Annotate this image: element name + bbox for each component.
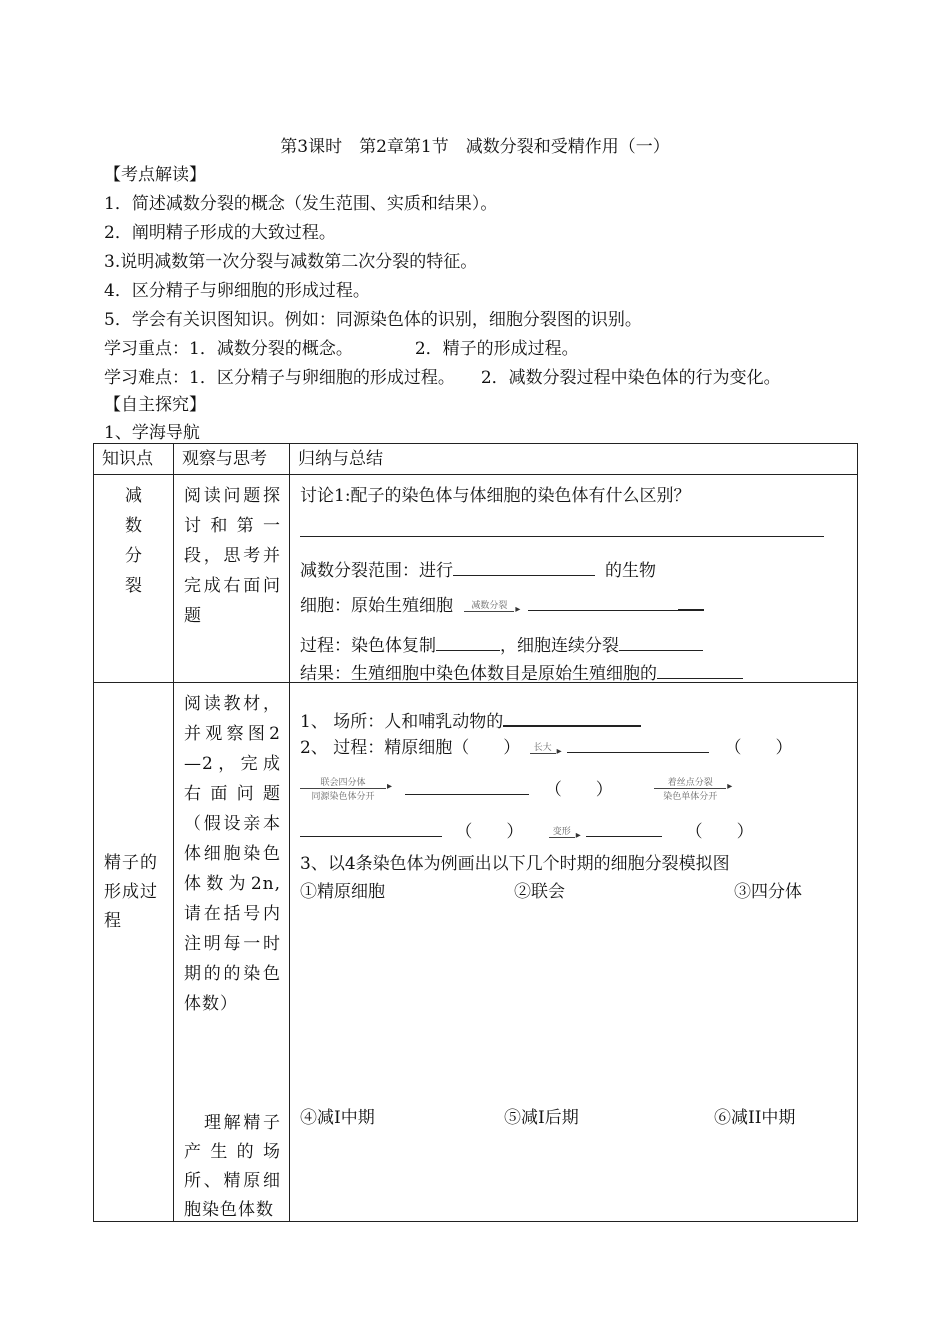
- cell-line: [300, 591, 704, 616]
- key-points-label: 学习重点：: [104, 339, 189, 359]
- cell-blank[interactable]: [528, 594, 678, 611]
- paren-3: （ ）: [455, 822, 524, 842]
- observe-sperm: [174, 683, 290, 1222]
- topic-sperm-formation: [94, 683, 174, 1222]
- stage-synapsis: ②联会: [514, 882, 565, 902]
- page-title: 第3课时 第2章第1节 减数分裂和受精作用（一）: [280, 137, 670, 157]
- key-point-1: 1．减数分裂的概念。: [189, 339, 353, 359]
- draw-instruction: 3、以4条染色体为例画出以下几个时期的细胞分裂模拟图: [300, 854, 730, 874]
- summary-meiosis: [290, 475, 858, 683]
- answer-line[interactable]: [300, 518, 824, 537]
- table-row-meiosis: [94, 475, 858, 683]
- change-arrow-icon: [549, 827, 575, 838]
- objective-2: 2．阐明精子形成的大致过程。: [104, 223, 336, 243]
- grow-arrow-icon: [530, 743, 556, 754]
- secondary-spermatocyte-blank[interactable]: [405, 778, 529, 795]
- objective-4: 4．区分精子与卵细胞的形成过程。: [104, 281, 370, 301]
- range-prefix: 减数分裂范围：进行: [300, 561, 453, 581]
- section-heading-self-study: 【自主探究】: [104, 395, 206, 415]
- key-point-2: 2．精子的形成过程。: [414, 339, 579, 359]
- objective-1: 1．简述减数分裂的概念（发生范围、实质和结果）。: [104, 194, 498, 214]
- study-guide-table: [93, 443, 858, 1222]
- range-suffix: 的生物: [605, 561, 656, 581]
- process-prefix: 过程：染色体复制: [300, 636, 436, 656]
- difficult-point-1: 1．区分精子与卵细胞的形成过程。: [189, 368, 455, 388]
- result-line: [300, 659, 743, 684]
- stage-meiosis2-metaphase: ⑥减II中期: [714, 1108, 796, 1128]
- primary-spermatocyte-blank[interactable]: [567, 736, 709, 753]
- arrow-centromere-label: 着丝点分裂: [667, 778, 713, 788]
- topic-char: 减: [125, 486, 142, 506]
- arrow-grow-label: 长大: [533, 743, 552, 753]
- replication-blank[interactable]: [436, 634, 500, 651]
- key-points: [104, 334, 579, 359]
- cell-prefix: 细胞：原始生殖细胞: [300, 596, 453, 616]
- result-blank[interactable]: [657, 662, 743, 679]
- paren-1: （ ）: [724, 738, 793, 758]
- header-knowledge: 知识点: [94, 444, 174, 475]
- paren-2: （ ）: [544, 780, 613, 800]
- place-prefix: 1、 场所：人和哺乳动物的: [300, 712, 504, 732]
- range-blank[interactable]: [453, 559, 595, 576]
- process-line-1: [300, 733, 792, 758]
- stage-meiosis1-metaphase: ④减Ⅰ中期: [300, 1108, 375, 1128]
- spermatid-blank[interactable]: [300, 820, 442, 837]
- difficult-point-2: 2．减数分裂过程中染色体的行为变化。: [480, 368, 781, 388]
- process-line: [300, 631, 703, 656]
- section-heading-exam-points: 【考点解读】: [104, 165, 206, 185]
- observe-sperm-text-2: 理解精子产生的场所、精原细胞染色体数: [184, 1113, 281, 1220]
- difficult-points: [104, 363, 781, 388]
- cell-blank-end: [678, 593, 704, 611]
- header-observe: 观察与思考: [174, 444, 290, 475]
- topic-char: 数: [125, 516, 142, 536]
- paren-4: （ ）: [685, 822, 754, 842]
- sperm-blank[interactable]: [586, 820, 662, 837]
- place-blank[interactable]: [503, 709, 641, 727]
- result-prefix: 结果：生殖细胞中染色体数目是原始生殖细胞的: [300, 664, 657, 684]
- place-line: [300, 707, 641, 732]
- stage-tetrad: ③四分体: [734, 882, 802, 902]
- summary-sperm: [290, 683, 858, 1222]
- table-row-sperm-formation: [94, 683, 858, 1222]
- arrow-synapsis-label: 联会四分体: [320, 778, 366, 788]
- stage-spermatogonium: ①精原细胞: [300, 882, 385, 902]
- subsection-title: 1、学海导航: [104, 423, 200, 443]
- objective-5: 5．学会有关识图知识。例如：同源染色体的识别，细胞分裂图的识别。: [104, 310, 642, 330]
- difficult-points-label: 学习难点：: [104, 368, 189, 388]
- observe-sperm-text: 阅读教材，并观察图2—2，完成右面问题（假设亲本体细胞染色体数为2n,请在括号内注明每一时期的的染色体数）: [184, 694, 281, 1014]
- arrow-synapsis-sub: 同源染色体分开: [311, 792, 375, 802]
- range-line: [300, 556, 656, 581]
- meiosis-arrow-icon: [464, 601, 514, 612]
- process-prefix-2: 2、 过程：精原细胞（ ）: [300, 738, 521, 758]
- process-mid: ，细胞连续分裂: [500, 636, 619, 656]
- table-header-row: [94, 444, 858, 475]
- arrow-change-label: 变形: [552, 827, 571, 837]
- centromere-arrow-icon: [654, 778, 726, 803]
- topic-char: 分: [125, 546, 142, 566]
- discussion-question: 讨论1:配子的染色体与体细胞的染色体有什么区别？: [300, 486, 691, 506]
- arrow-label: 减数分裂: [471, 601, 508, 611]
- synapsis-arrow-icon: [300, 778, 386, 803]
- topic-sperm-text: 精子的形成过程: [104, 853, 158, 931]
- stage-meiosis1-anaphase: ⑤减Ⅰ后期: [504, 1108, 579, 1128]
- process-line-3: [300, 817, 754, 842]
- process-line-2: [300, 775, 726, 803]
- topic-char: 裂: [125, 576, 142, 596]
- arrow-centromere-sub: 染色单体分开: [663, 792, 718, 802]
- division-blank[interactable]: [619, 634, 703, 651]
- observe-meiosis: 阅读问题探讨和第一段，思考并完成右面问题: [174, 475, 290, 683]
- topic-meiosis: [94, 475, 174, 683]
- objective-3: 3.说明减数第一次分裂与减数第二次分裂的特征。: [104, 252, 478, 272]
- header-summary: 归纳与总结: [290, 444, 858, 475]
